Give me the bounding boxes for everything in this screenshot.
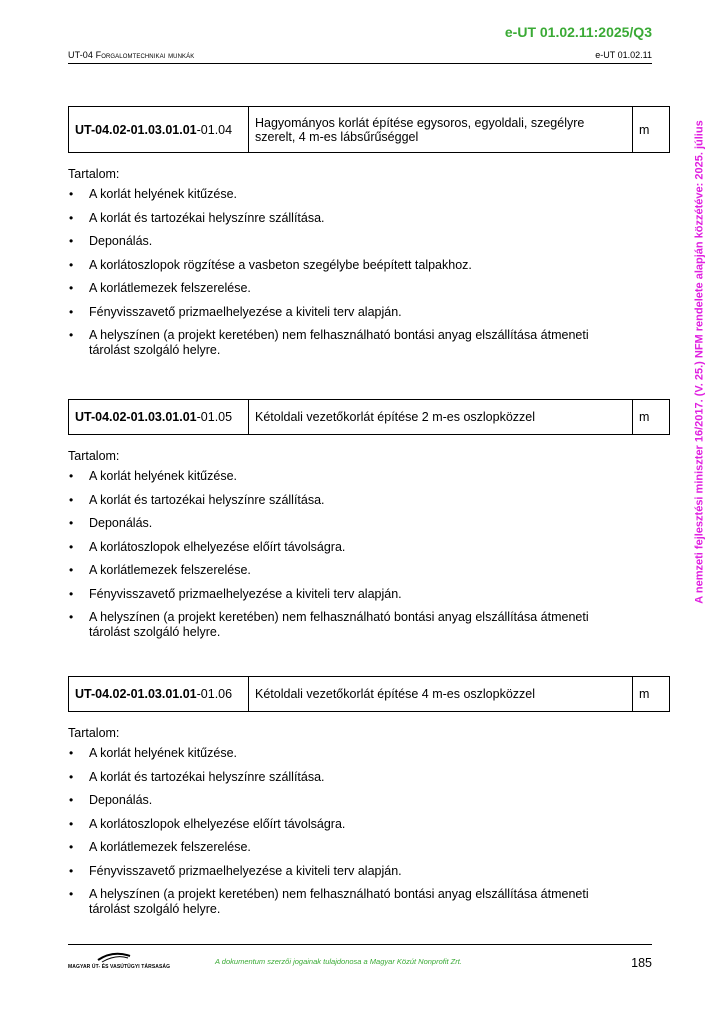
organization-name: MAGYAR ÚT- ÉS VASÚTÜGYI TÁRSASÁG <box>68 964 171 970</box>
list-item: • A korlátoszlopok rögzítése a vasbeton szegélybe beépített talpakhoz. <box>68 258 629 273</box>
item-code-main: UT-04.02-01.03.01.01 <box>75 122 197 137</box>
organization-logo <box>68 948 171 972</box>
item-table <box>68 399 670 435</box>
list-item: • A korlátoszlopok elhelyezése előírt távolságra. <box>68 817 629 832</box>
item-code <box>69 677 249 712</box>
list-item: • A korlát és tartozékai helyszínre szállítása. <box>68 770 629 785</box>
item-unit: m <box>633 107 670 153</box>
list-item: • A korlát helyének kitűzése. <box>68 469 629 484</box>
item-table <box>68 106 670 153</box>
document-code: e-UT 01.02.11:2025/Q3 <box>504 24 652 40</box>
list-item: • A helyszínen (a projekt keretében) nem felhasználható bontási anyag elszállítása átmeneti tárolást szolgáló helyre. <box>68 887 629 917</box>
list-item: • Deponálás. <box>68 234 629 249</box>
contents-label: Tartalom: <box>68 726 120 740</box>
list-item: • A helyszínen (a projekt keretében) nem felhasználható bontási anyag elszállítása átmeneti tárolást szolgáló helyre. <box>68 610 629 640</box>
page-number: 185 <box>631 956 652 970</box>
item-code-main: UT-04.02-01.03.01.01 <box>75 687 197 701</box>
list-item: • Deponálás. <box>68 516 629 531</box>
item-code-main: UT-04.02-01.03.01.01 <box>75 410 197 424</box>
item-description: Kétoldali vezetőkorlát építése 2 m-es oszlopközzel <box>249 400 633 435</box>
list-item: • A korlát és tartozékai helyszínre szállítása. <box>68 211 629 226</box>
list-item: • Fényvisszavető prizmaelhelyezése a kiviteli terv alapján. <box>68 587 629 602</box>
list-item: • Fényvisszavető prizmaelhelyezése a kiviteli terv alapján. <box>68 864 629 879</box>
side-publication-note <box>688 92 712 632</box>
item-block <box>68 676 670 926</box>
copyright-notice: A dokumentum szerzői jogainak tulajdonosa a Magyar Közút Nonprofit Zrt. <box>215 957 462 966</box>
list-item: • A korlátoszlopok elhelyezése előírt távolságra. <box>68 540 629 555</box>
side-publication-text: A nemzeti fejlesztési miniszter 16/2017. (V. 25.) NFM rendelete alapján közzétéve: 2025. július <box>694 120 707 604</box>
list-item: • A korlát helyének kitűzése. <box>68 187 629 202</box>
contents-label: Tartalom: <box>68 167 120 181</box>
list-item: • Deponálás. <box>68 793 629 808</box>
contents-list <box>68 469 670 640</box>
list-item: • A korlát helyének kitűzése. <box>68 746 629 761</box>
list-item: • A korlátlemezek felszerelése. <box>68 281 629 296</box>
contents-list <box>68 187 670 358</box>
item-code <box>69 107 249 153</box>
running-header <box>68 50 652 64</box>
item-description: Hagyományos korlát építése egysoros, egyoldali, szegélyre szerelt, 4 m-es lábsűrűséggel <box>249 107 633 153</box>
item-code-suffix: -01.04 <box>196 122 233 137</box>
item-unit: m <box>633 677 670 712</box>
item-table <box>68 676 670 712</box>
section-title: UT-04 Forgalomtechnikai munkák <box>68 50 195 60</box>
list-item: • A korlátlemezek felszerelése. <box>68 563 629 578</box>
list-item: • Fényvisszavető prizmaelhelyezése a kiviteli terv alapján. <box>68 305 629 320</box>
item-code-suffix: -01.05 <box>196 410 233 424</box>
contents-list <box>68 746 670 917</box>
list-item: • A helyszínen (a projekt keretében) nem felhasználható bontási anyag elszállítása átmeneti tárolást szolgáló helyre. <box>68 328 629 358</box>
list-item: • A korlátlemezek felszerelése. <box>68 840 629 855</box>
footer-divider <box>68 944 652 945</box>
short-doc-code: e-UT 01.02.11 <box>595 50 652 60</box>
list-item: • A korlát és tartozékai helyszínre szállítása. <box>68 493 629 508</box>
contents-label: Tartalom: <box>68 449 120 463</box>
item-code <box>69 400 249 435</box>
item-block <box>68 399 670 649</box>
item-description: Kétoldali vezetőkorlát építése 4 m-es oszlopközzel <box>249 677 633 712</box>
item-code-suffix: -01.06 <box>196 687 233 701</box>
item-unit: m <box>633 400 670 435</box>
item-block <box>68 106 670 367</box>
